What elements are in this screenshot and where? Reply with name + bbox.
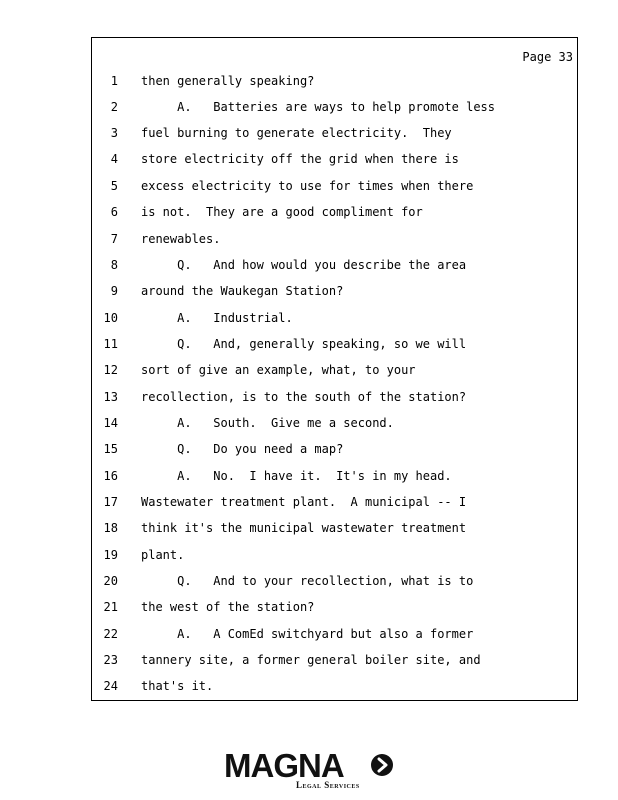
- transcript-line: [92, 416, 577, 436]
- line-text: then generally speaking?: [141, 74, 315, 88]
- page-number: Page 33: [522, 50, 573, 64]
- transcript-page: [91, 37, 578, 701]
- line-number: 12: [103, 363, 118, 377]
- line-number: 6: [110, 205, 118, 219]
- line-text: A. No. I have it. It's in my head.: [141, 469, 452, 483]
- transcript-line: [92, 390, 577, 410]
- transcript-line: [92, 363, 577, 383]
- line-number: 1: [110, 74, 118, 88]
- line-text: sort of give an example, what, to your: [141, 363, 416, 377]
- transcript-line: [92, 179, 577, 199]
- transcript-line: [92, 442, 577, 462]
- transcript-line: [92, 311, 577, 331]
- line-number: 8: [110, 258, 118, 272]
- transcript-line: [92, 495, 577, 515]
- line-number: 11: [103, 337, 118, 351]
- line-number: 7: [110, 232, 118, 246]
- line-text: think it's the municipal wastewater treatment: [141, 521, 467, 535]
- line-text: excess electricity to use for times when there: [141, 179, 474, 193]
- line-text: Q. And to your recollection, what is to: [141, 574, 474, 588]
- line-text: recollection, is to the south of the station?: [141, 390, 467, 404]
- line-text: that's it.: [141, 679, 214, 693]
- transcript-line: [92, 205, 577, 225]
- line-text: the west of the station?: [141, 600, 315, 614]
- line-text: tannery site, a former general boiler site, and: [141, 653, 481, 667]
- line-number: 23: [103, 653, 118, 667]
- line-number: 3: [110, 126, 118, 140]
- transcript-line: [92, 469, 577, 489]
- line-text: renewables.: [141, 232, 221, 246]
- transcript-line: [92, 100, 577, 120]
- line-text: store electricity off the grid when there is: [141, 152, 459, 166]
- line-text: A. South. Give me a second.: [141, 416, 394, 430]
- transcript-line: [92, 232, 577, 252]
- line-number: 17: [103, 495, 118, 509]
- line-text: around the Waukegan Station?: [141, 284, 344, 298]
- line-text: fuel burning to generate electricity. They: [141, 126, 452, 140]
- line-number: 22: [103, 627, 118, 641]
- circle-arrow-icon: [371, 754, 393, 776]
- transcript-line: [92, 258, 577, 278]
- transcript-line: [92, 653, 577, 673]
- line-text: Wastewater treatment plant. A municipal -- I: [141, 495, 467, 509]
- line-number: 20: [103, 574, 118, 588]
- line-text: A. Batteries are ways to help promote less: [141, 100, 496, 114]
- line-number: 9: [110, 284, 118, 298]
- transcript-line: [92, 574, 577, 594]
- line-number: 5: [110, 179, 118, 193]
- line-number: 2: [110, 100, 118, 114]
- magna-logo: [224, 748, 394, 792]
- line-text: is not. They are a good compliment for: [141, 205, 423, 219]
- line-number: 15: [103, 442, 118, 456]
- transcript-line: [92, 521, 577, 541]
- transcript-line: [92, 600, 577, 620]
- transcript-line: [92, 548, 577, 568]
- line-number: 14: [103, 416, 118, 430]
- transcript-line: [92, 627, 577, 647]
- line-number: 4: [110, 152, 118, 166]
- line-number: 24: [103, 679, 118, 693]
- transcript-line: [92, 284, 577, 304]
- line-text: A. A ComEd switchyard but also a former: [141, 627, 474, 641]
- line-number: 13: [103, 390, 118, 404]
- line-text: Q. And, generally speaking, so we will: [141, 337, 467, 351]
- logo-wordmark: MAGNA: [224, 747, 344, 784]
- line-text: Q. And how would you describe the area: [141, 258, 467, 272]
- line-number: 21: [103, 600, 118, 614]
- logo-subtitle: Legal Services: [296, 780, 360, 790]
- line-number: 19: [103, 548, 118, 562]
- transcript-line: [92, 126, 577, 146]
- transcript-line: [92, 74, 577, 94]
- line-number: 10: [103, 311, 118, 325]
- line-text: plant.: [141, 548, 185, 562]
- line-number: 18: [103, 521, 118, 535]
- transcript-line: [92, 337, 577, 357]
- line-text: A. Industrial.: [141, 311, 293, 325]
- transcript-line: [92, 152, 577, 172]
- line-number: 16: [103, 469, 118, 483]
- line-text: Q. Do you need a map?: [141, 442, 344, 456]
- transcript-line: [92, 679, 577, 699]
